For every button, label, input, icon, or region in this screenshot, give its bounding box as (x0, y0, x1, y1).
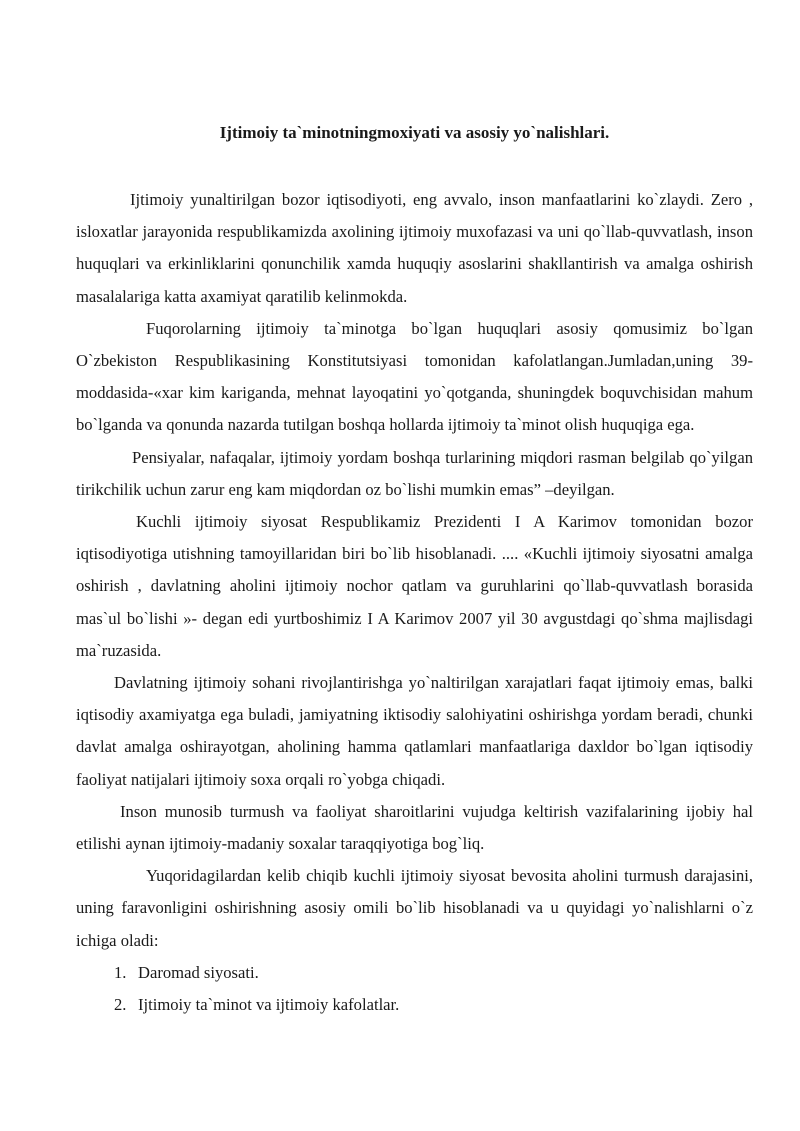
directions-list (76, 957, 753, 1021)
paragraph-pensions: Pensiyalar, nafaqalar, ijtimoiy yordam boshqa turlarining miqdori rasman belgilab qo`yilgan tirikchilik uchun zarur eng kam miqdordan oz bo`lishi mumkin emas” –deyilgan. (76, 447, 753, 499)
paragraph-living-conditions: Inson munosib turmush va faoliyat sharoitlarini vujudga keltirish vazifalarining ijobiy hal etilishi aynan ijtimoiy-madaniy soxalar taraqqiyotiga bog`liq. (76, 801, 753, 854)
list-item (76, 989, 753, 1021)
document-page (76, 0, 753, 1131)
paragraph-directions: Yuqoridagilardan kelib chiqib kuchli ijtimoiy siyosat bevosita aholini turmush darajasini, uning faravonligini oshirishning asosiy omili bo`lib hisoblanadi va u quyidagi yo`nalishlarni o`z ichiga oladi: (76, 866, 753, 950)
document-title: Ijtimoiy ta`minotningmoxiyati va asosiy yo`nalishlari. (219, 123, 610, 142)
list-item (76, 957, 753, 989)
paragraph-state-spending: Davlatning ijtimoiy sohani rivojlantirishga yo`naltirilgan xarajatlari faqat ijtimoiy emas, balki iqtisodiy axamiyatga ega buladi, jamiyatning iktisodiy salohiyatini oshirishga yordam beradi, chunki davlat amalga oshirayotgan, aholining hamma qatlamlari manfaatlariga daxldor bo`lgan iqtisodiy faoliyat natijalari ijtimoiy soxa orqali ro`yobga chiqadi. (76, 673, 753, 789)
paragraph-constitution: Fuqorolarning ijtimoiy ta`minotga bo`lgan huquqlari asosiy qomusimiz bo`lgan O`zbekiston Respublikasining Konstitutsiyasi tomonidan kafolatlangan.Jumladan,uning 39-moddasida-«xar kim kariganda, mehnat layoqatini yo`qotganda, shuningdek boquvchisidan mahum bo`lganda va qonunda nazarda tutilgan boshqa hollarda ijtimoiy ta`minot olish huquqiga ega. (76, 318, 753, 435)
list-item-text: Ijtimoiy ta`minot va ijtimoiy kafolatlar. (138, 995, 400, 1015)
list-item-number: 1. (114, 962, 127, 982)
paragraph-strong-policy: Kuchli ijtimoiy siyosat Respublikamiz Prezidenti I A Karimov tomonidan bozor iqtisodiyotiga utishning tamoyillaridan biri bo`lib hisoblanadi. .... «Kuchli ijtimoiy siyosatni amalga oshirish , davlatning aholini ijtimoiy nochor qatlam va guruhlarini qo`llab-quvvatlash borasida mas`ul bo`lishi »- degan edi yurtboshimiz I A Karimov 2007 yil 30 avgustdagi qo`shma majlisdagi ma`ruzasida. (76, 512, 753, 660)
list-item-number: 2. (114, 995, 127, 1015)
paragraph-intro: Ijtimoiy yunaltirilgan bozor iqtisodiyoti, eng avvalo, inson manfaatlarini ko`zlaydi. Zero , isloxatlar jarayonida respublikamizda axolining ijtimoiy muxofazasi va uni qo`llab-quvvatlash, inson huquqlari va erkinliklarini qonunchilik xamda huquqiy asoslarini shakllantirish va amalga oshirish masalalariga katta axamiyat qaratilib kelinmokda. (76, 190, 753, 306)
list-item-text: Daromad siyosati. (138, 962, 259, 982)
document-body (76, 184, 753, 1021)
